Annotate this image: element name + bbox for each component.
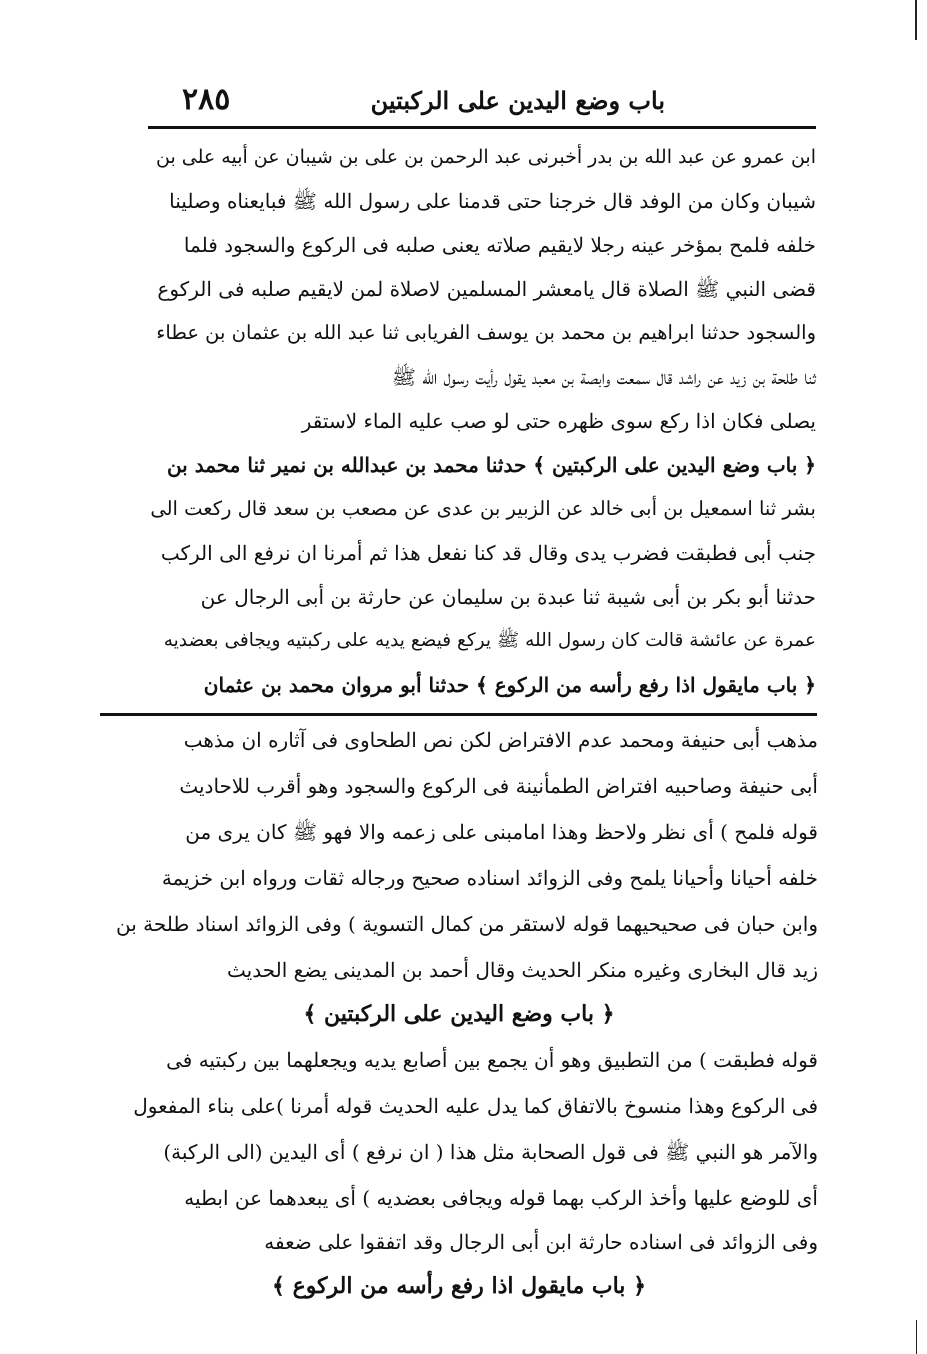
note-line: فى الركوع وهذا منسوخ بالاتفاق كما يدل عليه الحديث قوله أمرنا )على بناء المفعول [133,1094,818,1118]
note-line: أى للوضع عليها وأخذ الركب بهما قوله ويجافى بعضديه ) أى يبعدهما عن ابطيه [184,1186,818,1210]
main-line: ابن عمرو عن عبد الله بن بدر أخبرنى عبد الرحمن بن على بن شيبان عن أبيه على بن [155,146,816,168]
note-line: وابن حبان فى صحيحيهما قوله لاستقر من كمال التسوية ) وفى الزوائد اسناد طلحة بن [116,912,818,936]
page-number: ٢٨٥ [182,82,231,117]
chapter-heading: ﴿ باب مايقول اذا رفع رأسه من الركوع ﴾ [272,1273,646,1299]
footnote-divider [100,713,817,716]
main-line: شيبان وكان من الوفد قال خرجنا حتى قدمنا على رسول الله ﷺ فبايعناه وصلينا [169,189,816,213]
main-line: يصلى فكان اذا ركع سوى ظهره حتى لو صب عليه الماء لاستقر [301,409,816,433]
main-line-chapter: ﴿ باب وضع اليدين على الركبتين ﴾ حدثنا محمد بن عبدالله بن نمير ثنا محمد بن [166,453,816,477]
main-line: خلفه فلمح بمؤخر عينه رجلا لايقيم صلاته يعنى صلبه فى الركوع والسجود فلما [183,233,816,257]
page-edge-mark [915,0,917,40]
main-line-chapter: ﴿ باب مايقول اذا رفع رأسه من الركوع ﴾ حدثنا أبو مروان محمد بن عثمان [203,673,816,697]
note-line: والآمر هو النبي ﷺ فى قول الصحابة مثل هذا ( ان نرفع ) أى اليدين (الى الركبة) [163,1140,818,1164]
note-line: قوله فطبقت ) من التطبيق وهو أن يجمع بين أصابع يديه ويجعلهما بين ركبتيه فى [166,1048,818,1072]
main-line: والسجود حدثنا ابراهيم بن محمد بن يوسف الفريابى ثنا عبد الله بن عثمان بن عطاء [156,321,816,344]
note-line: وفى الزوائد فى اسناده حارثة ابن أبى الرجال وقد اتفقوا على ضعفه [264,1230,818,1254]
main-line: عمرة عن عائشة قالت كان رسول الله ﷺ يركع فيضع يديه على ركبتيه ويجافى بعضديه [163,630,816,651]
note-line: مذهب أبى حنيفة ومحمد عدم الافتراض لكن نص الطحاوى فى آثاره ان مذهب [183,728,818,752]
main-line: بشر ثنا اسمعيل بن أبى خالد عن الزبير بن عدى عن مصعب بن سعد قال ركعت الى [150,497,816,520]
main-line: حدثنا أبو بكر بن أبى شيبة ثنا عبدة بن سليمان عن حارثة بن أبى الرجال عن [200,585,816,609]
note-line: قوله فلمح ) أى نظر ولاحظ وهذا امامبنى على زعمه والا فهو ﷺ كان يرى من [185,820,818,844]
page-edge-mark [916,1320,917,1354]
note-line: خلفه أحيانا وأحيانا يلمح وفى الزوائد اسناده صحيح ورجاله ثقات ورواه ابن خزيمة [161,866,818,890]
main-line: قضى النبي ﷺ الصلاة قال يامعشر المسلمين لاصلاة لمن لايقيم صلبه فى الركوع [157,277,816,301]
main-text [148,140,816,710]
note-line: زيد قال البخارى وغيره منكر الحديث وقال أحمد بن المدينى يضع الحديث [226,958,818,982]
page-header [150,82,815,126]
note-line: أبى حنيفة وصاحبيه افتراض الطمأنينة فى الركوع والسجود وهو أقرب للاحاديث [179,774,818,798]
main-line: ثنا طلحة بن زيد عن راشد قال سمعت وابصة بن معبد يقول رأيت رسول الله ﷺ [391,365,816,389]
main-line: جنب أبى فطبقت فضرب يدى وقال قد كنا نفعل هذا ثم أمرنا ان نرفع الى الركب [160,541,816,565]
running-title: باب وضع اليدين على الركبتين [370,86,665,115]
header-divider [148,126,816,129]
chapter-heading: ﴿ باب وضع اليدين على الركبتين ﴾ [303,1001,615,1027]
commentary-text [100,725,818,1325]
